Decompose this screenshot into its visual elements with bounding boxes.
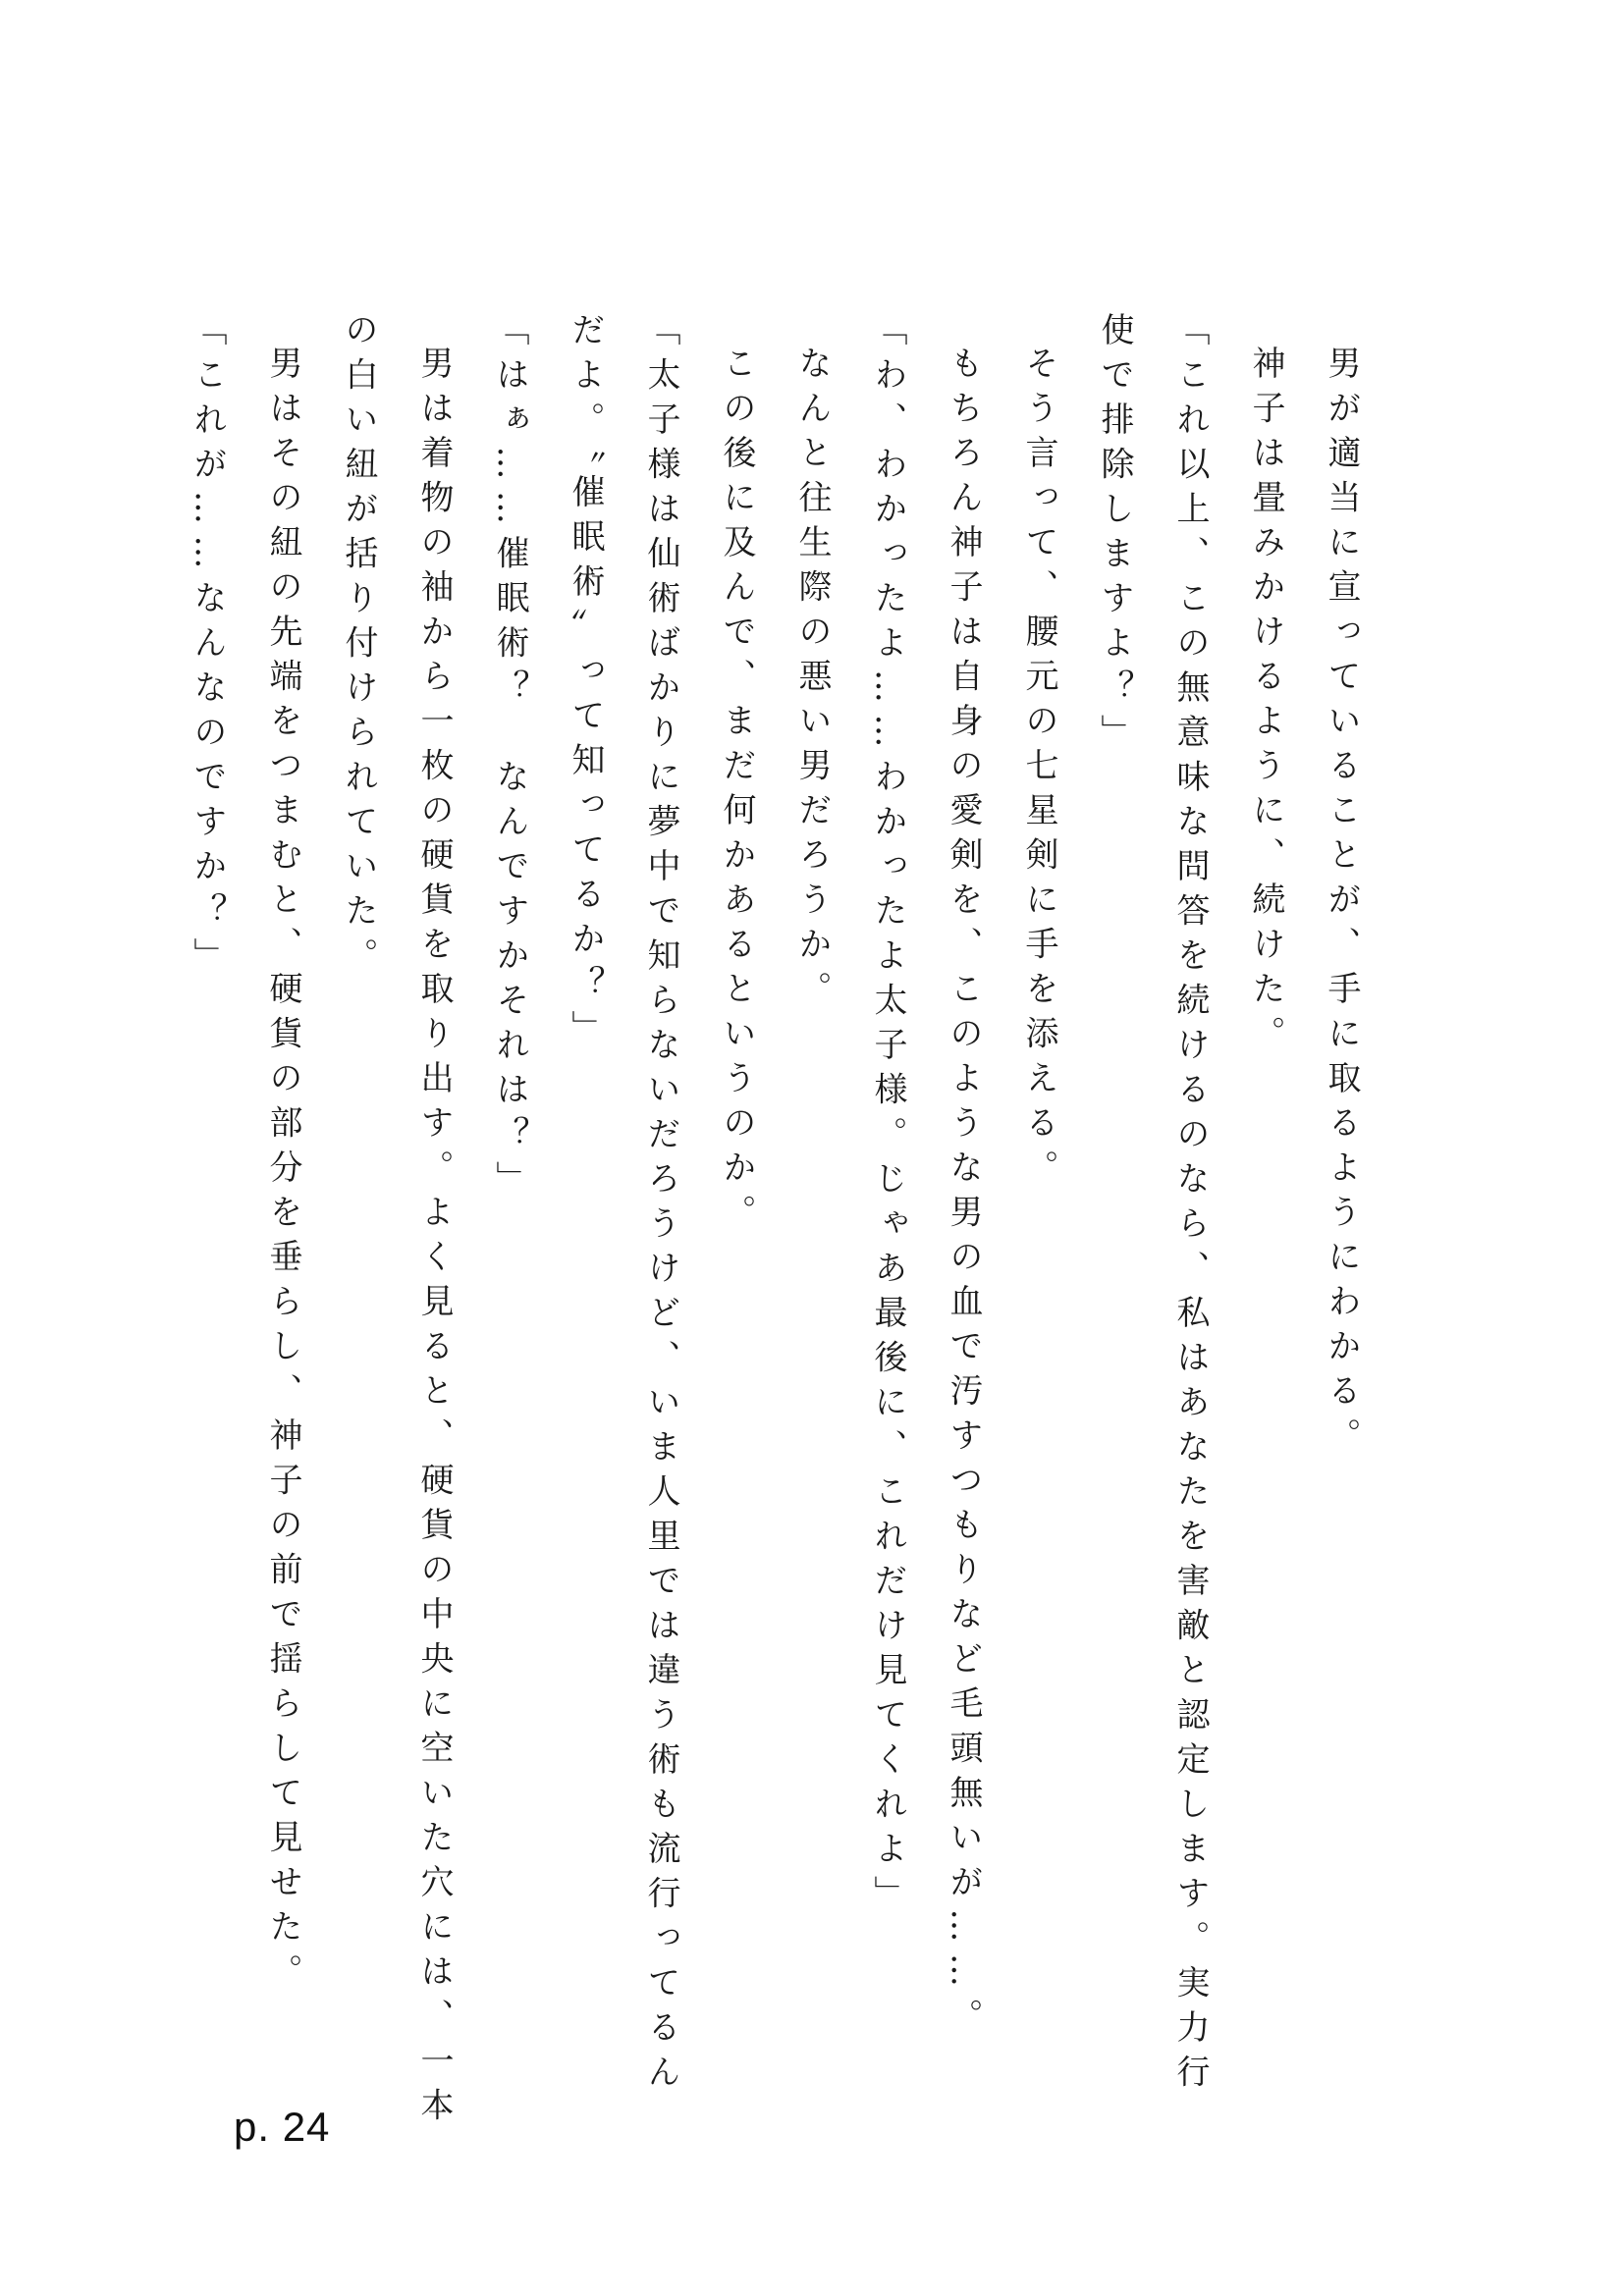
paragraph: なんと往生際の悪い男だろうか。 bbox=[792, 346, 832, 1016]
page-number: p. 24 bbox=[234, 2104, 331, 2150]
paragraph: 男は着物の袖から一枚の硬貨を取り出す。よく見ると、硬貨の中央に空いた穴には、一本の白い紐が括り付けられていた。 bbox=[339, 312, 454, 2132]
paragraph: 「はぁ……催眠術？ なんですかそれは？」 bbox=[490, 312, 529, 1205]
paragraph: 「これが……なんなのですか？」 bbox=[188, 312, 227, 983]
paragraph: この後に及んで、まだ何かあるというのか。 bbox=[717, 346, 756, 1239]
paragraph: 男が適当に宣っていることが、手に取るようにわかる。 bbox=[1322, 346, 1361, 1463]
paragraph: 「わ、わかったよ……わかったよ太子様。じゃあ最後に、これだけ見てくれよ」 bbox=[868, 312, 907, 1920]
paragraph: 「太子様は仙術ばかりに夢中で知らないだろうけど、いま人里では違う術も流行ってるんだよ。〝催眠術〟って知ってるか？」 bbox=[566, 312, 680, 2099]
paragraph: もちろん神子は自身の愛剣を、このような男の血で汚すつもりなど毛頭無いが……。 bbox=[944, 346, 983, 2043]
paragraph: そう言って、腰元の七星剣に手を添える。 bbox=[1019, 346, 1058, 1195]
paragraph: 「これ以上、この無意味な問答を続けるのなら、私はあなたを害敵と認定します。実力行使で排除しますよ？」 bbox=[1095, 312, 1210, 2099]
vertical-text-body bbox=[188, 312, 1379, 2138]
paragraph: 神子は畳みかけるように、続けた。 bbox=[1246, 346, 1285, 1060]
paragraph: 男はその紐の先端をつまむと、硬貨の部分を垂らし、神子の前で揺らして見せた。 bbox=[263, 346, 302, 1999]
